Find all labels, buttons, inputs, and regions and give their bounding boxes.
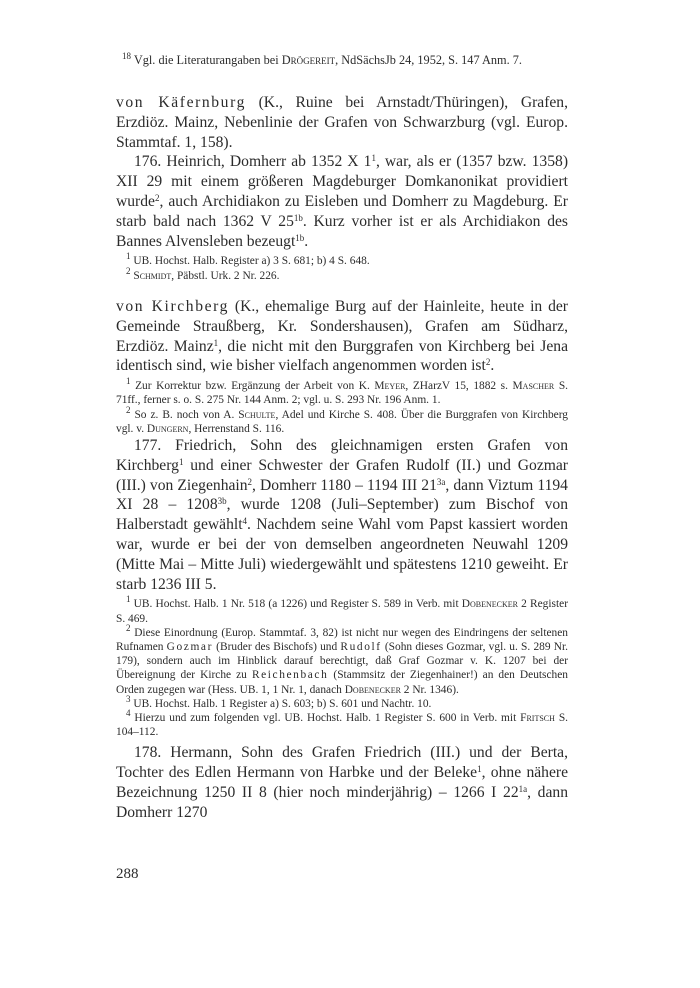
footnote-2: $^2$ Diese Einordnung (Europ. Stammtaf. 3, 82) ist nicht nur wegen des Eindringens der seltenen Rufnamen Gozmar (Bruder des Bischofs) und Rudolf (Sohn dieses Gozmar, vgl. u. S. 289 Nr. 179), sondern auch im Hinblick darauf berechtigt, daß Graf Gozmar v. K. 1207 bei der Übereignung der Kirche zu Reichenbach (Stammsitz der Ziegenhainer!) an den Deutschen Orden zugegen war (Hess. UB. 1, 1 Nr. 1, danach Dobenecker 2 Nr. 1346). <box>116 622 568 696</box>
entry-176: 176. Heinrich, Domherr ab 1352 X $1^1$, war, als er (1357 bzw. 1358) XII 29 mit einem größeren Magdeburger Domkanonikat providiert wurde$^2$, auch Archidiakon zu Eisleben und Domherr zu Magdeburg. Er starb bald nach 1362 V $25^{1b}$. Kurz vorher ist er als Archidiakon des Bannes Alvensleben bezeugt$^{1b}$. <box>116 153 569 250</box>
author-name: Dungern <box>146 422 189 435</box>
section-kirchberg <box>116 297 568 823</box>
author-name: Meyer <box>374 380 406 393</box>
author-name: Schulte <box>238 408 276 421</box>
footnote-4: $^4$ Hierzu und zum folgenden vgl. UB. Hochst. Halb. 1 Register S. 600 in Verb. mit Fritsch S. 104–112. <box>116 708 569 739</box>
author-name: Dobenecker <box>461 598 519 611</box>
family-intro: von Käfernburg (K., Ruine bei Arnstadt/Thüringen), Grafen, Erzdiöz. Mainz, Nebenlinie der Grafen von Schwarzburg (vgl. Europ. Stammtaf. 1, 158). <box>116 94 569 151</box>
spaced-name: Rudolf <box>340 640 382 653</box>
spaced-name: Gozmar <box>166 640 213 653</box>
footnote-marker: 18 <box>122 51 131 61</box>
spaced-place: Reichenbach <box>251 669 329 682</box>
entry-178: 178. Hermann, Sohn des Grafen Friedrich (III.) und der Berta, Tochter des Edlen Hermann von Harbke und der Beleke$^1$, ohne nähere Bezeichnung 1250 II 8 (hier noch minderjährig) – 1266 I $22^{1a}$, dann Domherr 1270 <box>116 744 568 821</box>
entry-177: 177. Friedrich, Sohn des gleichnamigen ersten Grafen von Kirchberg$^1$ und einer Schwester der Grafen Rudolf (II.) und Gozmar (III.) von Ziegenhain$^2$, Domherr 1180 – 1194 III $21^{3a}$, dann Viztum 1194 XI $28 - 1208^{3b}$, wurde 1208 (Juli–September) zum Bischof von Halberstadt gewählt$^4$. Nachdem seine Wahl vom Papst kassiert worden war, wurde er bei der von demselben angeordneten Neuwahl 1209 (Mitte Mai – Mitte Juli) wiedergewählt und spätestens 1210 geweiht. Er starb 1236 III 5. <box>116 437 568 593</box>
footnote-1: $^1$ UB. Hochst. Halb. Register a) 3 S. 681; b) 4 S. 648. <box>126 251 370 268</box>
author-name: Fritsch <box>520 712 555 724</box>
intro-footnote-2: $^2$ So z. B. noch von A. Schulte, Adel und Kirche S. 408. Über die Burggrafen von Kirchberg vgl. v. Dungern, Herrenstand S. 116. <box>116 404 568 435</box>
section-kaefernburg <box>116 93 568 283</box>
author-name: Dobenecker <box>344 683 401 696</box>
page-number: 288 <box>116 866 139 882</box>
footnote-1: $^1$ UB. Hochst. Halb. 1 Nr. 518 (a 1226) und Register S. 589 in Verb. mit Dobenecker 2 Register S. 469. <box>116 594 568 625</box>
family-name: von Käfernburg <box>116 94 246 111</box>
footnote-3: $^3$ UB. Hochst. Halb. 1 Register a) S. 603; b) S. 601 und Nachtr. 10. <box>126 693 432 710</box>
family-name: von Kirchberg <box>116 298 230 315</box>
author-name: Schmidt <box>133 269 172 282</box>
carryover-footnote: $^{18}$ Vgl. die Literaturangaben bei Drögereit, NdSächsJb 24, 1952, S. 147 Anm. 7. <box>122 51 522 67</box>
intro-footnote-1: $^1$ Zur Korrektur bzw. Ergänzung der Arbeit von K. Meyer, ZHarzV 15, 1882 s. Mascher S. 71ff., ferner s. o. S. 275 Nr. 144 Anm. 2; vgl. u. S. 293 Nr. 196 Anm. 1. <box>116 376 569 407</box>
footnote-2: $^2$ Schmidt, Päbstl. Urk. 2 Nr. 226. <box>126 265 280 282</box>
author-name: Mascher <box>512 380 555 393</box>
author-name: Drögereit <box>281 53 336 67</box>
family-intro: von Kirchberg (K., ehemalige Burg auf der Hainleite, heute in der Gemeinde Straußberg, Kr. Sondershausen), Grafen am Südharz, Erzdiöz. Mainz$^1$, die nicht mit den Burggrafen von Kirchberg bei Jena identisch sind, wie bisher vielfach angenommen worden ist$^2$. <box>116 298 568 375</box>
